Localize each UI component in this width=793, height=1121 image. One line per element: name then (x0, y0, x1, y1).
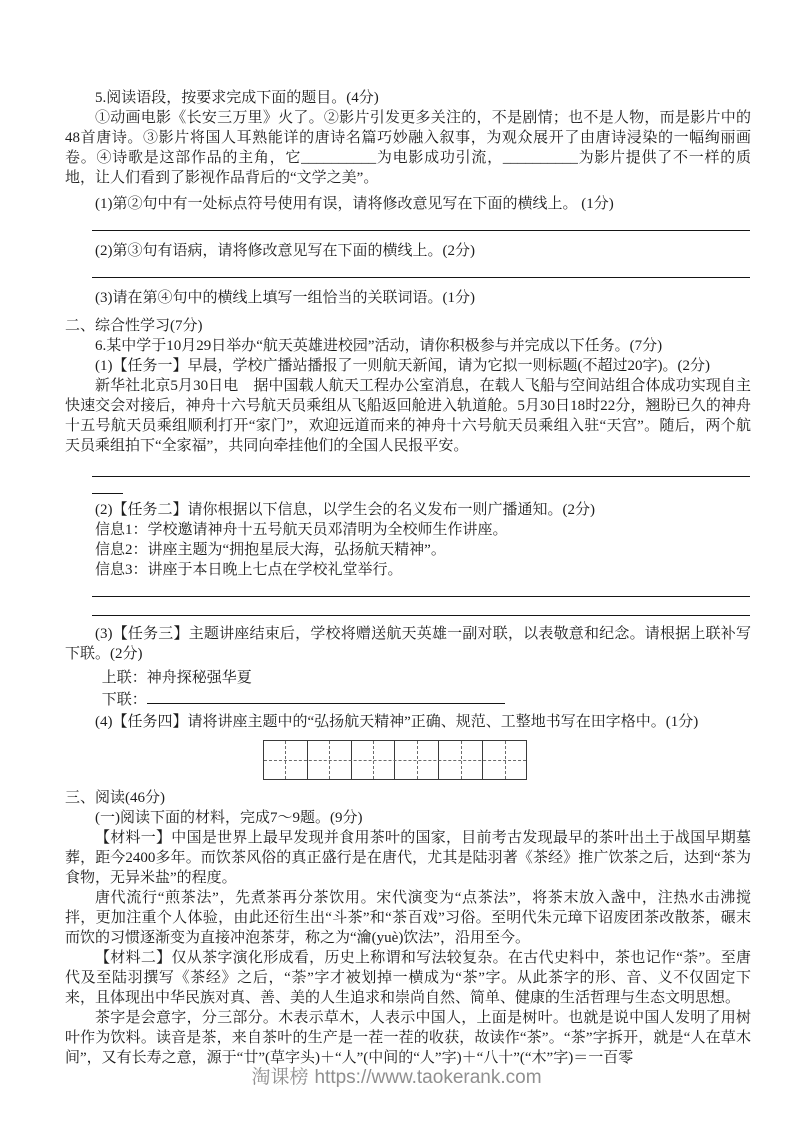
xialian-label: 下联： (101, 692, 147, 708)
footer-brand: 淘课榜 (251, 1067, 309, 1088)
q5-sub2: (2)第③句有语病，请将修改意见写在下面的横线上。(2分) (95, 243, 475, 259)
tianzige-wrap (263, 740, 751, 780)
material2-paragraph1: 【材料二】仅从茶字演化形成看，历史上称谓和写法较复杂。在古代史料中，茶也记作“荼”。至唐代及至陆羽撰写《茶经》之后，“荼”字才被划掉一横成为“茶”字。从此茶字的形、音、义不仅固定下来，且体现出中华民族对真、善、美的人生追求和崇尚自然、简单、健康的生活哲理与生态文明思想。 (65, 950, 751, 1006)
q6-info2: 信息2：讲座主题为“拥抱星辰大海，弘扬航天精神”。 (95, 542, 446, 558)
tianzige-cell (264, 741, 308, 779)
q6-header: 6.某中学于10月29日举办“航天英雄进校园”活动，请你积极参与并完成以下任务。(7分) (95, 338, 663, 354)
tianzige-cell (352, 741, 396, 779)
q5-sub1: (1)第②句中有一处标点符号使用有误，请将修改意见写在下面的横线上。 (1分) (95, 196, 614, 212)
section3-title: 三、阅读(46分) (65, 790, 165, 806)
shanglian-label: 上联： (101, 670, 147, 686)
tianzige-cell (308, 741, 352, 779)
material1-paragraph1: 【材料一】中国是世界上最早发现并食用茶叶的国家，目前考古发现最早的茶叶出土于战国早期墓葬，距今2400多年。而饮茶风俗的真正盛行是在唐代，尤其是陆羽著《茶经》推广饮茶之后，达到“茶为食物，无异米盐”的程度。 (65, 830, 751, 886)
answer-line-6 (92, 615, 750, 616)
tianzige-cell (483, 741, 526, 779)
tianzige-cell (395, 741, 439, 779)
footer-url: https://www.taokerank.com (314, 1067, 542, 1088)
xialian-answer-blank (147, 690, 505, 704)
q6-info3: 信息3：讲座于本日晚上七点在学校礼堂举行。 (95, 562, 403, 578)
tianzige-cell (439, 741, 483, 779)
answer-line-4-short (92, 493, 123, 494)
q6-info1: 信息1：学校邀请神舟十五号航天员邓清明为全校师生作讲座。 (95, 522, 508, 538)
q5-sub3: (3)请在第④句中的横线上填写一组恰当的关联词语。(1分) (95, 290, 475, 306)
answer-line-5 (92, 596, 750, 597)
answer-line-1 (92, 230, 750, 231)
material1-paragraph2: 唐代流行“煎茶法”，先煮茶再分茶饮用。宋代演变为“点茶法”，将茶末放入盏中，注热水击沸搅拌，更加注重个人体验，由此还衍生出“斗茶”和“茶百戏”习俗。至明代朱元璋下诏废团茶改散茶，碾末而饮的习惯逐渐变为直接冲泡茶芽，称之为“瀹(yuè)饮法”，沿用至今。 (65, 890, 751, 946)
answer-line-3 (92, 476, 750, 477)
q5-passage: ①动画电影《长安三万里》火了。②影片引发更多关注的，不是剧情；也不是人物，而是影片中的48首唐诗。③影片将国人耳熟能详的唐诗名篇巧妙融入叙事，为观众展开了由唐诗浸染的一幅绚丽画卷。④诗歌是这部作品的主角，它__________为电影成功引流，__________为影片提供了不一样的质地，让人们看到了影视作品背后的“文学之美”。 (65, 110, 751, 186)
q5-header: 5.阅读语段，按要求完成下面的题目。(4分) (95, 90, 379, 106)
answer-line-2 (92, 277, 750, 278)
shanglian-line (65, 668, 751, 688)
shanglian-text: 神舟探秘强华夏 (146, 670, 252, 686)
q6-task2: (2)【任务二】请你根据以下信息，以学生会的名义发布一则广播通知。(2分) (95, 502, 595, 518)
q6-task4: (4)【任务四】请将讲座主题中的“弘扬航天精神”正确、规范、工整地书写在田字格中。(1分) (95, 714, 699, 730)
tianzige-grid (263, 740, 527, 780)
site-footer (0, 1062, 793, 1089)
exam-paper-page (65, 88, 751, 1068)
xialian-line (65, 690, 751, 710)
material2-paragraph2: 茶字是会意字，分三部分。木表示草木，人表示中国人，上面是树叶。也就是说中国人发明了用树叶作为饮料。读音是茶，来自茶叶的生产是一茬一茬的收获，故读作“茶”。“茶”字拆开，就是“人在草木间”，又有长寿之意，源于“廿”(草字头)＋“人”(中间的“人”字)＋“八十”(“木”字)＝一百零 (65, 1010, 751, 1066)
q6-news-passage: 新华社北京5月30日电 据中国载人航天工程办公室消息，在载人飞船与空间站组合体成功实现自主快速交会对接后，神舟十六号航天员乘组从飞船返回舱进入轨道舱。5月30日18时22分，翘盼已久的神舟十五号航天员乘组顺利打开“家门”，欢迎远道而来的神舟十六号航天员乘组入驻“天宫”。随后，两个航天员乘组拍下“全家福”，共同向牵挂他们的全国人民报平安。 (65, 378, 751, 454)
section3-intro: (一)阅读下面的材料，完成7～9题。(9分) (95, 810, 363, 826)
section2-title: 二、综合性学习(7分) (65, 318, 203, 334)
q6-task1: (1)【任务一】早晨，学校广播站播报了一则航天新闻，请为它拟一则标题(不超过20字)。(2分) (95, 358, 710, 374)
q6-task3: (3)【任务三】主题讲座结束后，学校将赠送航天英雄一副对联，以表敬意和纪念。请根据上联补写下联。(2分) (65, 626, 751, 662)
